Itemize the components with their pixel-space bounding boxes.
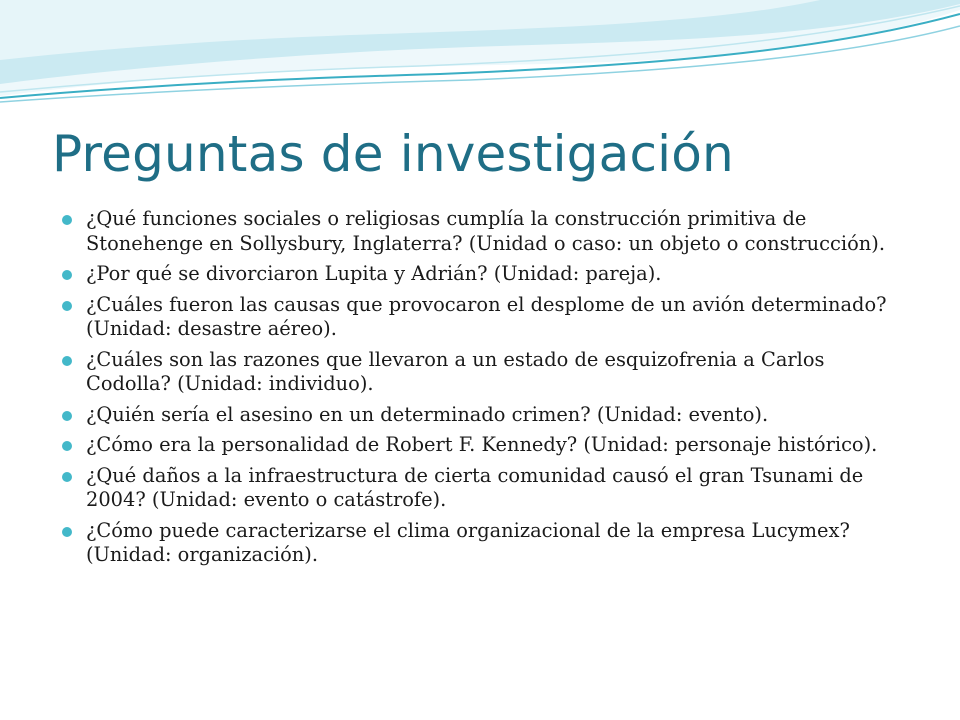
list-item-text: ¿Cómo era la personalidad de Robert F. Kennedy? (Unidad: personaje histórico).: [86, 433, 878, 456]
list-item: [62, 207, 900, 256]
bullet-dot-icon: [62, 527, 72, 537]
bullet-dot-icon: [62, 356, 72, 366]
bullet-dot-icon: [62, 411, 72, 421]
list-item-text: ¿Por qué se divorciaron Lupita y Adrián? (Unidad: pareja).: [86, 262, 662, 285]
list-item: [62, 403, 900, 428]
list-item-text: ¿Quién sería el asesino en un determinado crimen? (Unidad: evento).: [86, 402, 769, 426]
list-item-text: ¿Cuáles fueron las causas que provocaron el desplome de un avión determinado? (Unidad: desastre aéreo).: [86, 292, 887, 340]
list-item: [62, 519, 900, 568]
list-item-text: ¿Cuáles son las razones que llevaron a un estado de esquizofrenia a Carlos Codolla? (Unidad: individuo).: [86, 347, 825, 395]
bullet-dot-icon: [62, 441, 72, 451]
list-item-text: ¿Qué funciones sociales o religiosas cumplía la construcción primitiva de Stonehenge en Sollysbury, Inglaterra? (Unidad o caso: un objeto o construcción).: [86, 207, 885, 255]
list-item-text: ¿Qué daños a la infraestructura de cierta comunidad causó el gran Tsunami de 2004? (Unidad: evento o catástrofe).: [86, 463, 864, 511]
list-item: [62, 293, 900, 342]
bullet-dot-icon: [62, 215, 72, 225]
list-item-text: ¿Cómo puede caracterizarse el clima organizacional de la empresa Lucymex? (Unidad: organización).: [86, 518, 850, 566]
bullet-dot-icon: [62, 270, 72, 280]
decorative-wave-header: [0, 0, 960, 120]
bullet-list: [62, 207, 900, 574]
list-item: [62, 262, 900, 287]
bullet-dot-icon: [62, 301, 72, 311]
bullet-dot-icon: [62, 472, 72, 482]
list-item: [62, 433, 900, 458]
list-item: [62, 464, 900, 513]
list-item: [62, 348, 900, 397]
slide-title: Preguntas de investigación: [52, 125, 734, 183]
